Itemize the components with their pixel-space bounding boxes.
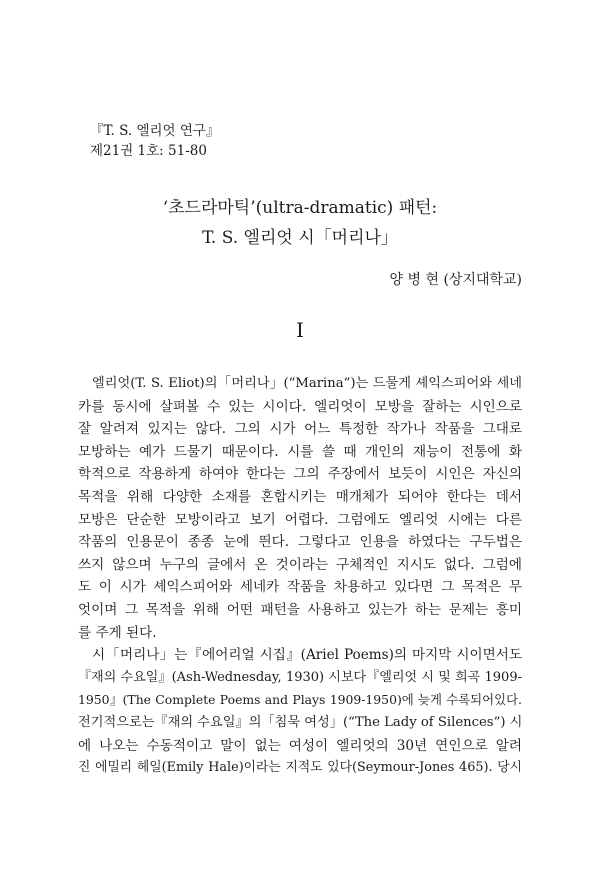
- journal-name: 『T. S. 엘리엇 연구』: [90, 123, 220, 139]
- text-line: 엇이며 그 목적을 위해 어떤 패턴을 사용하고 있는가 하는 문제는 흥미: [78, 601, 522, 618]
- text-line: 시「머리나」는『에어리얼 시집』(Ariel Poems)의 마지막 시이면서도: [92, 647, 522, 664]
- paragraph-2: [78, 644, 522, 780]
- text-line: 『재의 수요일』(Ash-Wednesday, 1930) 시보다『엘리엇 시 및 희곡 1909-: [78, 669, 522, 685]
- text-line: 1950』(The Complete Poems and Plays 1909-1950)에 늦게 수록되어있다.: [78, 692, 522, 708]
- title-line-2: T. S. 엘리엇 시「머리나」: [202, 228, 398, 248]
- text-line: 모방하는 예가 드물기 때문이다. 시를 쓸 때 개인의 재능이 전통에 화: [78, 443, 522, 460]
- text-line: 카를 동시에 살펴볼 수 있는 시이다. 엘리엇이 모방을 잘하는 시인으로: [78, 398, 522, 415]
- journal-volume: 제21권 1호: 51-80: [90, 143, 207, 159]
- text-line: 모방은 단순한 모방이라고 보기 어렵다. 그럼에도 엘리엇 시에는 다른: [78, 511, 522, 528]
- text-line: 엘리엇(T. S. Eliot)의「머리나」(“Marina”)는 드물게 셰익스피어와 세네: [92, 376, 522, 391]
- text-line: 목적을 위해 다양한 소재를 혼합시키는 매개체가 되어야 한다는 데서: [78, 488, 522, 505]
- text-line: 전기적으로는『재의 수요일』의「침묵 여성」(“The Lady of Silences”) 시: [78, 714, 522, 730]
- text-line: 에 나오는 수동적이고 말이 없는 여성이 엘리엇의 30년 연인으로 알려: [78, 737, 522, 754]
- title-line-1: ‘초드라마틱’(ultra-dramatic) 패턴:: [162, 198, 438, 218]
- text-line: 를 주게 된다.: [78, 624, 157, 641]
- paper-title: [0, 193, 600, 253]
- text-line: 잘 알려져 있지는 않다. 그의 시가 어느 특정한 작가나 작품을 그대로: [78, 421, 522, 438]
- body-text: [78, 373, 522, 780]
- journal-info: [90, 121, 219, 161]
- author-affiliation: 양 병 현 (상지대학교): [389, 272, 522, 288]
- text-line: 도 이 시가 셰익스피어와 세네카 작품을 차용하고 있다면 그 목적은 무: [78, 579, 522, 596]
- section-heading: I: [296, 318, 304, 342]
- text-line: 진 에밀리 헤일(Emily Hale)이라는 지적도 있다(Seymour-Jones 465). 당시: [78, 760, 522, 776]
- text-line: 학적으로 작용하게 하여야 한다는 그의 주장에서 보듯이 시인은 자신의: [78, 466, 522, 483]
- text-line: 쓰지 않으며 누구의 글에서 온 것이라는 구체적인 지시도 없다. 그럼에: [78, 556, 522, 573]
- text-line: 작품의 인용문이 종종 눈에 띈다. 그렇다고 인용을 하였다는 구두법은: [78, 534, 522, 551]
- paragraph-1: [78, 373, 522, 644]
